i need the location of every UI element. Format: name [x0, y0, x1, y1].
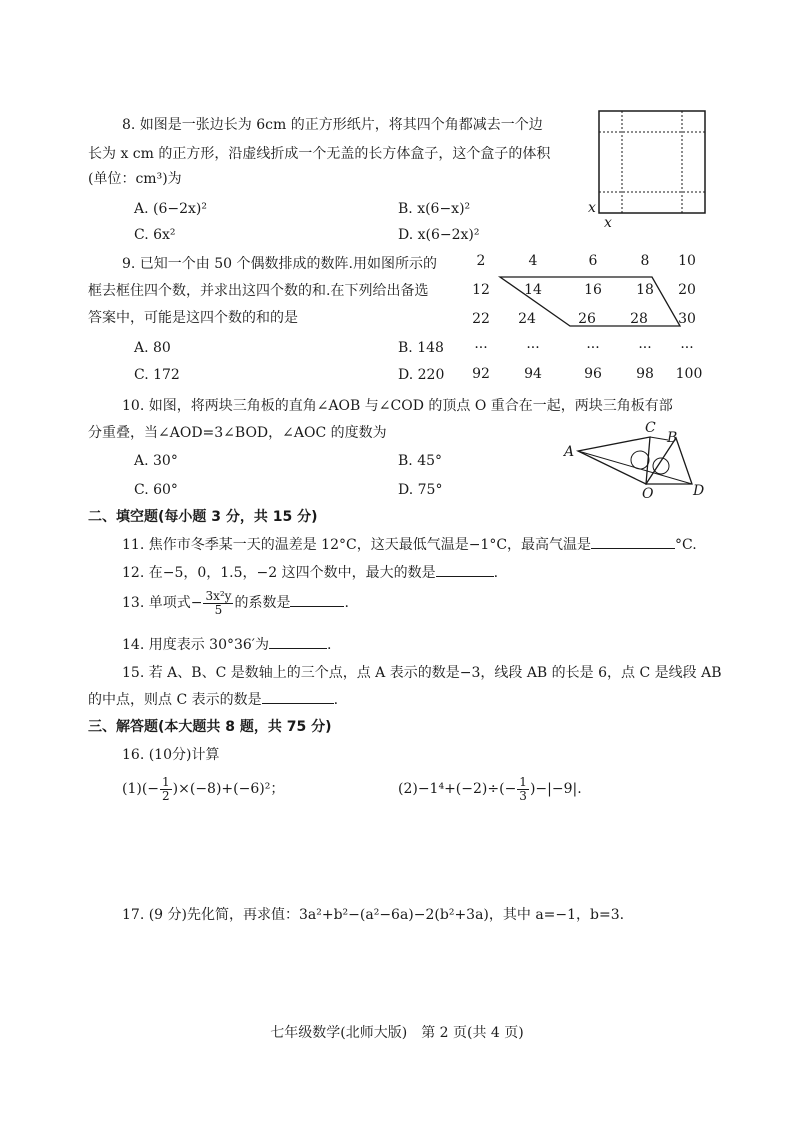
q14-answer-blank	[269, 648, 327, 649]
q8-option-b: B. x(6−x)²	[398, 201, 471, 217]
q10-option-c: C. 60°	[134, 482, 178, 498]
q8-line3: (单位：cm³)为	[88, 171, 182, 187]
grid-cell: 10	[678, 253, 696, 269]
q16-part2-pre: (2)−1⁴+(−2)÷(−	[398, 781, 517, 797]
q10-label-a: A	[564, 444, 575, 460]
q16-part2-post: )−|−9|.	[529, 781, 582, 797]
q9-option-c: C. 172	[134, 367, 180, 383]
grid-cell: 26	[578, 311, 596, 327]
q12-text: 12. 在−5，0，1.5，−2 这四个数中，最大的数是	[122, 565, 436, 581]
grid-cell: 18	[636, 282, 654, 298]
q10-label-b: B	[667, 430, 678, 446]
section2-title: 二、填空题(每小题 3 分，共 15 分)	[88, 509, 318, 525]
grid-cell: ···	[474, 340, 488, 356]
grid-cell: ···	[638, 340, 652, 356]
grid-cell: 12	[472, 282, 490, 298]
q11-answer-blank	[591, 548, 675, 549]
grid-cell: 24	[518, 311, 536, 327]
q15-text: 的中点，则点 C 表示的数是	[88, 692, 262, 708]
grid-cell: 94	[524, 366, 542, 382]
q10-option-a: A. 30°	[134, 453, 178, 469]
grid-cell: 28	[630, 311, 648, 327]
grid-cell: ···	[526, 340, 540, 356]
q8-line2: 长为 x cm 的正方形，沿虚线折成一个无盖的长方体盒子，这个盒子的体积	[88, 146, 551, 162]
q13-line	[122, 588, 349, 618]
q11-text: 11. 焦作市冬季某一天的温差是 12°C，这天最低气温是−1°C，最高气温是	[122, 537, 592, 553]
q13-post: 的系数是	[234, 595, 291, 611]
q12-answer-blank	[436, 576, 494, 577]
grid-cell: 20	[678, 282, 696, 298]
grid-cell: 16	[584, 282, 602, 298]
q8-line1: 8. 如图是一张边长为 6cm 的正方形纸片，将其四个角都减去一个边	[122, 117, 543, 133]
q13-denominator: 5	[214, 602, 223, 617]
grid-cell: ···	[680, 340, 694, 356]
grid-cell: 14	[524, 282, 542, 298]
q8-fig-label-x-left: x	[588, 200, 596, 216]
q14-line	[122, 636, 331, 654]
q9-line3: 答案中，可能是这四个数的和的是	[88, 310, 298, 326]
q8-option-d: D. x(6−2x)²	[398, 227, 480, 243]
q12-line	[122, 564, 498, 582]
q11-line	[122, 536, 697, 554]
q10-line2: 分重叠，当∠AOD=3∠BOD，∠AOC 的度数为	[88, 425, 387, 441]
q15-answer-blank	[262, 703, 334, 704]
q8-option-c: C. 6x²	[134, 227, 176, 243]
q16-part1-fraction	[160, 776, 172, 803]
grid-cell: 22	[472, 311, 490, 327]
q17-line: 17. (9 分)先化简，再求值：3a²+b²−(a²−6a)−2(b²+3a)，其中 a=−1，b=3.	[122, 907, 625, 923]
q9-option-b: B. 148	[398, 340, 444, 356]
q16-part1-numerator: 1	[162, 774, 170, 789]
q15-line2	[88, 691, 338, 709]
grid-cell: 6	[588, 253, 598, 269]
q8-fig-label-x-bottom: x	[604, 215, 612, 231]
q10-option-b: B. 45°	[398, 453, 443, 469]
q13-answer-blank	[290, 606, 344, 607]
q10-line1: 10. 如图，将两块三角板的直角∠AOB 与∠COD 的顶点 O 重合在一起，两块三角板有部	[122, 398, 673, 414]
grid-cell: ···	[586, 340, 600, 356]
q13-pre: 13. 单项式−	[122, 595, 203, 611]
q16-part1-pre: (1)(−	[122, 781, 160, 797]
q9-option-a: A. 80	[134, 340, 171, 356]
q11-unit: °C.	[675, 537, 697, 553]
page-footer: 七年级数学(北师大版) 第 2 页(共 4 页)	[270, 1025, 524, 1041]
grid-cell: 96	[584, 366, 602, 382]
section3-title: 三、解答题(本大题共 8 题，共 75 分)	[88, 719, 332, 735]
q13-fraction	[203, 590, 233, 617]
grid-cell: 30	[678, 311, 696, 327]
q16-part1-post: )×(−8)+(−6)²；	[172, 781, 285, 797]
q10-label-o: O	[642, 486, 654, 502]
q15-line1: 15. 若 A、B、C 是数轴上的三个点，点 A 表示的数是−3，线段 AB 的长是 6，点 C 是线段 AB	[122, 665, 722, 681]
q16-title: 16. (10分)计算	[122, 747, 220, 763]
q16-part1-denominator: 2	[162, 788, 170, 803]
q10-option-d: D. 75°	[398, 482, 443, 498]
q9-line1: 9. 已知一个由 50 个偶数排成的数阵.用如图所示的	[122, 256, 437, 272]
q13-end: .	[344, 595, 349, 611]
q14-text: 14. 用度表示 30°36′为	[122, 637, 269, 653]
q14-end: .	[326, 637, 332, 653]
grid-cell: 92	[472, 366, 490, 382]
q16-part2-fraction	[517, 776, 529, 803]
q10-label-c: C	[645, 420, 656, 436]
q15-end: .	[333, 692, 339, 708]
q8-option-a: A. (6−2x)²	[134, 201, 207, 217]
grid-cell: 4	[528, 253, 538, 269]
q10-label-d: D	[693, 483, 705, 499]
q16-part2-denominator: 3	[519, 788, 527, 803]
grid-cell: 98	[636, 366, 654, 382]
q13-numerator: 3x²y	[205, 588, 232, 603]
q9-line2: 框去框住四个数，并求出这四个数的和.在下列给出备选	[88, 283, 429, 299]
q9-option-d: D. 220	[398, 367, 445, 383]
q12-end: .	[493, 565, 499, 581]
grid-cell: 100	[675, 366, 703, 382]
grid-cell: 2	[476, 253, 486, 269]
q16-part2-numerator: 1	[519, 774, 527, 789]
q16-part1	[122, 772, 284, 806]
grid-cell: 8	[640, 253, 650, 269]
q16-part2	[398, 772, 582, 806]
